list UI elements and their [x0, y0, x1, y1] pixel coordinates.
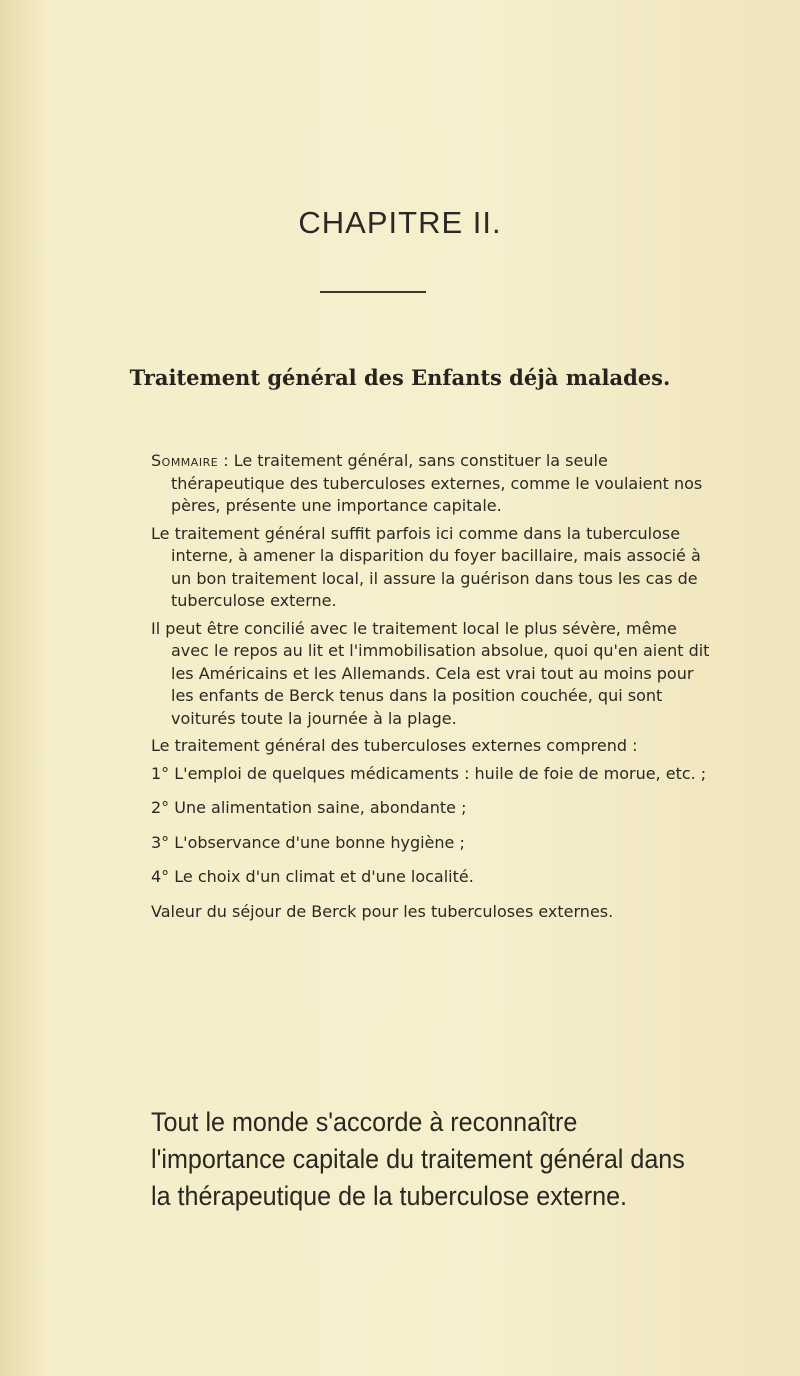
paragraph: Le traitement général des tuberculoses externes comprend : [151, 736, 638, 755]
summary-block [151, 450, 711, 928]
list-item: 4° Le choix d'un climat et d'une localité. [151, 867, 474, 886]
list-item: 1° L'emploi de quelques médicaments : huile de foie de morue, etc. ; [151, 763, 707, 783]
summary-paragraph [151, 450, 711, 518]
heading-rule [320, 291, 426, 293]
summary-text: : Le traitement général, sans constituer la seule thérapeutique des tuberculoses externes, comme le voulaient nos pères, présente une importance capitale. [171, 451, 703, 515]
paragraph: Le traitement général suffit parfois ici comme dans la tuberculose interne, à amener la disparition du foyer bacillaire, mais associé à un bon traitement local, il assure la guérison dans tous les cas de tuberculose externe. [151, 523, 701, 610]
chapter-heading: CHAPITRE II. [298, 205, 502, 240]
summary-label: Sommaire [151, 451, 219, 470]
list-item: 2° Une alimentation saine, abondante ; [151, 798, 467, 817]
paragraph: Il peut être concilié avec le traitement local le plus sévère, même avec le repos au lit et l'immobilisation absolue, quoi qu'en aient dit les Américains et les Allemands. Cela est vrai tout au moins pour les enfants de Berck tenus dans la position couchée, qui sont voiturés toute la journée à la plage. [151, 618, 710, 728]
treatment-list [151, 763, 711, 889]
section-title: Traitement général des Enfants déjà malades. [129, 365, 671, 390]
body-text: Tout le monde s'accorde à reconnaître l'importance capitale du traitement général dans la thérapeutique de la tuberculose externe. [151, 1107, 685, 1211]
list-item: 3° L'observance d'une bonne hygiène ; [151, 832, 465, 852]
closing-line: Valeur du séjour de Berck pour les tuberculoses externes. [151, 901, 614, 921]
